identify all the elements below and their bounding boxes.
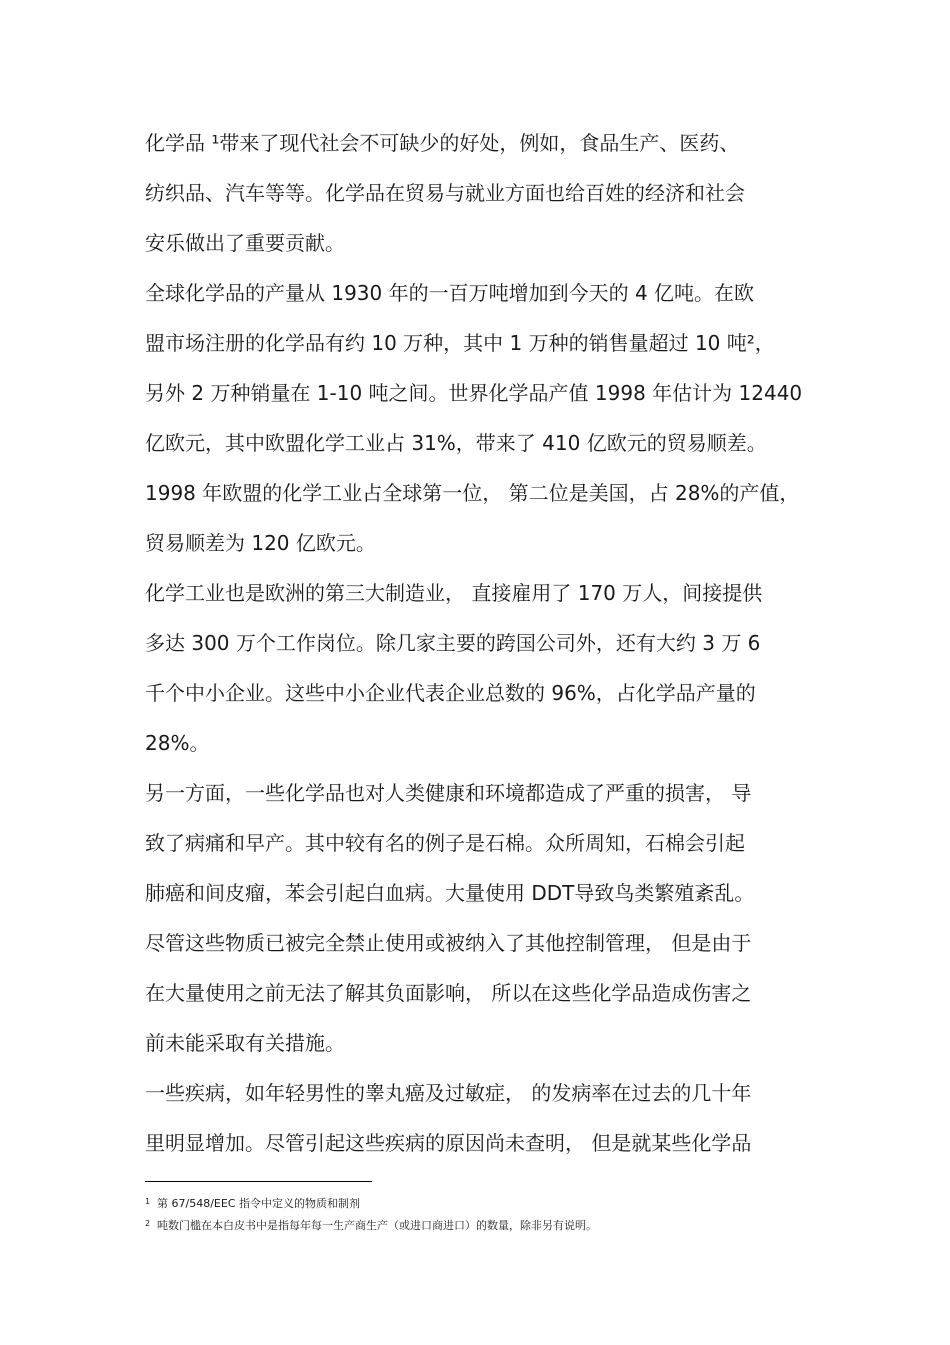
footnote xyxy=(145,1214,845,1236)
text-line: 纺织品、汽车等等。化学品在贸易与就业方面也给百姓的经济和社会 xyxy=(145,181,745,205)
text-line: 化学工业也是欧洲的第三大制造业， 直接雇用了 170 万人，间接提供 xyxy=(145,581,763,605)
footnote-text: 吨数门槛在本白皮书中是指每年每一生产商生产（或进口商进口）的数量，除非另有说明。 xyxy=(157,1219,597,1232)
footnote-divider xyxy=(145,1181,372,1182)
text-line: 另外 2 万种销量在 1-10 吨之间。世界化学品产值 1998 年估计为 12440 xyxy=(145,381,803,405)
text-line: 千个中小企业。这些中小企业代表企业总数的 96%，占化学品产量的 xyxy=(145,681,756,705)
text-line: 28%。 xyxy=(145,731,210,755)
text-line: 全球化学品的产量从 1930 年的一百万吨增加到今天的 4 亿吨。在欧 xyxy=(145,281,755,305)
text-line: 致了病痛和早产。其中较有名的例子是石棉。众所周知，石棉会引起 xyxy=(145,831,745,855)
text-line: 盟市场注册的化学品有约 10 万种，其中 1 万种的销售量超过 10 吨²， xyxy=(145,331,775,355)
text-line: 一些疾病，如年轻男性的睾丸癌及过敏症， 的发病率在过去的几十年 xyxy=(145,1081,752,1105)
text-line: 安乐做出了重要贡献。 xyxy=(145,231,345,255)
text-line: 里明显增加。尽管引起这些疾病的原因尚未查明， 但是就某些化学品 xyxy=(145,1131,752,1155)
text-line: 1998 年欧盟的化学工业占全球第一位， 第二位是美国，占 28%的产值， xyxy=(145,481,800,505)
body-text xyxy=(145,118,825,1168)
text-line: 多达 300 万个工作岗位。除几家主要的跨国公司外，还有大约 3 万 6 xyxy=(145,631,761,655)
text-line: 尽管这些物质已被完全禁止使用或被纳入了其他控制管理， 但是由于 xyxy=(145,931,752,955)
text-line: 另一方面，一些化学品也对人类健康和环境都造成了严重的损害， 导 xyxy=(145,781,752,805)
text-line: 亿欧元，其中欧盟化学工业占 31%，带来了 410 亿欧元的贸易顺差。 xyxy=(145,431,767,455)
footnote-marker: 1 xyxy=(145,1197,151,1206)
footnote xyxy=(145,1192,845,1214)
footnote-marker: 2 xyxy=(145,1219,151,1228)
footnote-text: 第 67/548/EEC 指令中定义的物质和制剂 xyxy=(157,1197,360,1210)
text-line: 贸易顺差为 120 亿欧元。 xyxy=(145,531,376,555)
text-line: 前未能采取有关措施。 xyxy=(145,1031,345,1055)
footnotes xyxy=(145,1192,845,1236)
text-line: 在大量使用之前无法了解其负面影响， 所以在这些化学品造成伤害之 xyxy=(145,981,752,1005)
text-line: 化学品 ¹带来了现代社会不可缺少的好处，例如，食品生产、医药、 xyxy=(145,131,740,155)
text-line: 肺癌和间皮瘤，苯会引起白血病。大量使用 DDT导致鸟类繁殖紊乱。 xyxy=(145,881,755,905)
